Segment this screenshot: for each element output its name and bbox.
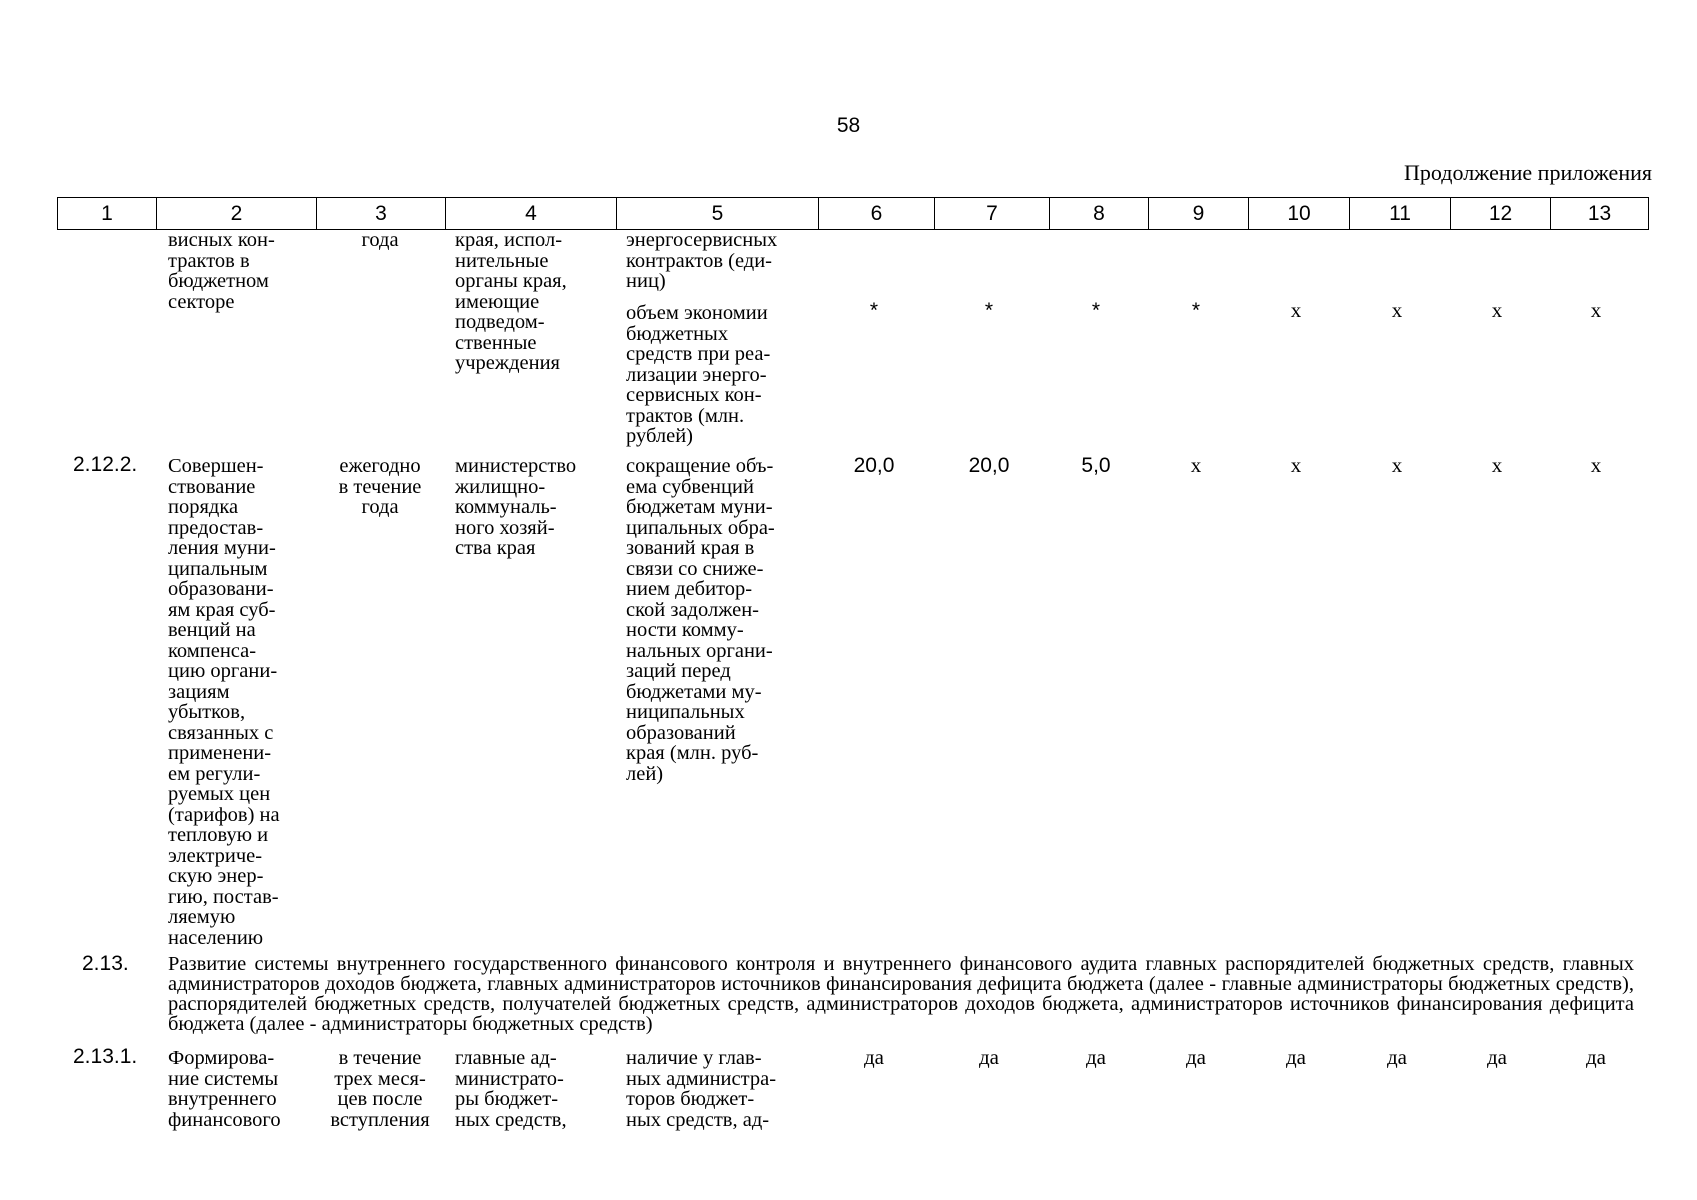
row-cont-executor: края, испол- нительные органы края, имеющие подведом- ственные учреждения bbox=[455, 229, 567, 374]
row-2-13-1-executor: главные ад- министрато- ры бюджет- ных средств, bbox=[455, 1047, 567, 1131]
row-cont-indicator-b: объем экономии бюджетных средств при реа- лизации энерго- сервисных кон- трактов (млн. рублей) bbox=[626, 302, 771, 447]
row-cont-deadline: года bbox=[361, 229, 399, 251]
row-cont-value-col13: x bbox=[1590, 298, 1602, 322]
row-2-12-2-indicator: сокращение объ- ема субвенций бюджетам муни- ципальных обра- зований края в связи со сниже- нием дебитор- ской задолжен- ности комму- нальных органи- заций перед бюджетами му- ниципальных образований края (млн. руб- лей) bbox=[626, 455, 775, 785]
row-2-12-2-value-col8: 5,0 bbox=[1081, 454, 1111, 477]
header-col-5: 5 bbox=[617, 198, 819, 230]
row-2-12-2-value-col10: x bbox=[1290, 453, 1302, 477]
row-2-13-1-value-col8: да bbox=[1085, 1045, 1106, 1069]
row-2-12-2-number: 2.12.2. bbox=[73, 453, 138, 476]
row-2-13-1-value-col11: да bbox=[1386, 1045, 1407, 1069]
header-col-3: 3 bbox=[317, 198, 446, 230]
row-2-12-2-value-col9: x bbox=[1190, 453, 1202, 477]
header-col-13: 13 bbox=[1551, 198, 1649, 230]
section-2-13-title: Развитие системы внутреннего государственного финансового контроля и внутреннего финансового аудита главных распорядителей бюджетных средств, главных администраторов доходов бюджета, главных администраторов источников финансирования дефицита бюджета (далее - главные администраторы бюджетных средств), распорядителей бюджетных средств, получателей бюджетных средств, администраторов доходов бюджета, администраторов источников финансирования дефицита бюджета (далее - администраторы бюджетных средств) bbox=[168, 953, 1634, 1035]
header-col-12: 12 bbox=[1451, 198, 1551, 230]
row-2-12-2-value-col12: x bbox=[1491, 453, 1503, 477]
header-col-8: 8 bbox=[1050, 198, 1149, 230]
row-cont-value-col12: x bbox=[1491, 298, 1503, 322]
row-2-13-1-measure: Формирова- ние системы внутреннего финансового bbox=[168, 1047, 281, 1131]
row-2-13-1-value-col6: да bbox=[863, 1045, 884, 1069]
row-2-13-1-value-col10: да bbox=[1285, 1045, 1306, 1069]
row-cont-value-col11: x bbox=[1391, 298, 1403, 322]
row-cont-measure: висных кон- трактов в бюджетном секторе bbox=[168, 229, 275, 313]
continuation-note: Продолжение приложения bbox=[1404, 160, 1652, 185]
header-col-7: 7 bbox=[935, 198, 1050, 230]
row-2-13-1-value-col13: да bbox=[1585, 1045, 1606, 1069]
row-2-13-1-indicator: наличие у глав- ных администра- торов бюджет- ных средств, ад- bbox=[626, 1047, 777, 1131]
row-2-13-1-value-col9: да bbox=[1185, 1045, 1206, 1069]
row-2-12-2-value-col13: x bbox=[1590, 453, 1602, 477]
row-2-12-2-value-col6: 20,0 bbox=[853, 454, 895, 477]
row-2-13-1-value-col12: да bbox=[1486, 1045, 1507, 1069]
column-number-header bbox=[57, 197, 1649, 230]
row-cont-value-col7: * bbox=[984, 299, 994, 322]
row-2-12-2-executor: министерство жилищно- коммуналь- ного хозяй- ства края bbox=[455, 455, 577, 559]
row-cont-value-col9: * bbox=[1191, 299, 1201, 322]
row-2-13-1-deadline: в течение трех меся- цев после вступления bbox=[330, 1047, 430, 1131]
row-2-12-2-measure: Совершен- ствование порядка предостав- ления муни- ципальным образовани- ям края суб- венций на компенса- цию органи- зациям убытков, связанных с применени- ем регули- руемых цен (тарифов) на тепловую и электриче- скую энер- гию, постав- ляемую населению bbox=[168, 455, 280, 949]
row-cont-indicator-a: энергосервисных контрактов (еди- ниц) bbox=[626, 229, 778, 292]
row-cont-value-col8: * bbox=[1091, 299, 1101, 322]
row-2-12-2-value-col11: x bbox=[1391, 453, 1403, 477]
section-2-13-number: 2.13. bbox=[82, 952, 129, 975]
row-2-12-2-deadline: ежегодно в течение года bbox=[338, 455, 422, 518]
header-col-6: 6 bbox=[819, 198, 935, 230]
header-col-9: 9 bbox=[1149, 198, 1249, 230]
row-cont-value-col10: x bbox=[1290, 298, 1302, 322]
header-col-1: 1 bbox=[58, 198, 157, 230]
row-cont-value-col6: * bbox=[869, 299, 879, 322]
row-2-13-1-number: 2.13.1. bbox=[73, 1045, 138, 1068]
header-col-4: 4 bbox=[446, 198, 617, 230]
page-number: 58 bbox=[836, 114, 861, 137]
header-col-11: 11 bbox=[1350, 198, 1451, 230]
row-2-12-2-value-col7: 20,0 bbox=[968, 454, 1010, 477]
header-col-2: 2 bbox=[157, 198, 317, 230]
header-col-10: 10 bbox=[1249, 198, 1350, 230]
row-2-13-1-value-col7: да bbox=[978, 1045, 999, 1069]
